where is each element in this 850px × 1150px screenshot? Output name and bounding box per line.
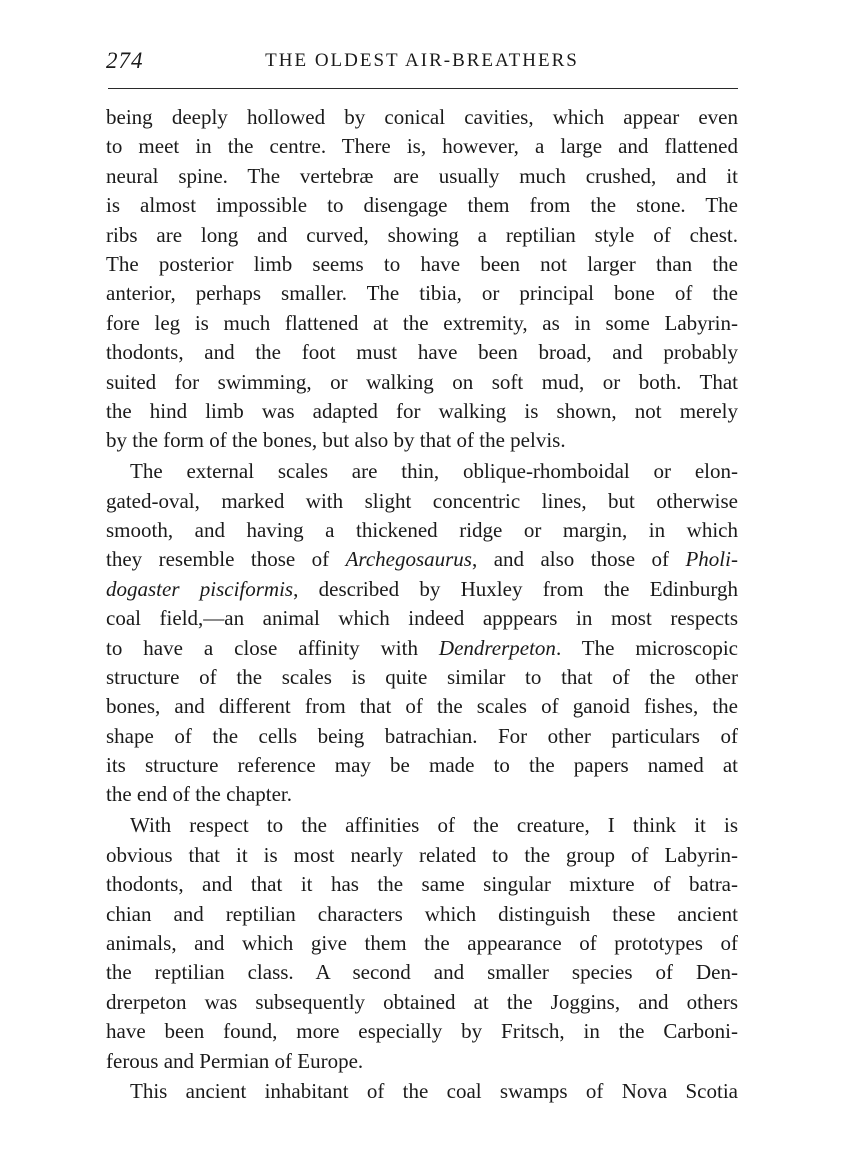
text-line: smooth, and having a thickened ridge or margin, in which bbox=[106, 517, 738, 542]
text-line: thodonts, and the foot must have been broad, and probably bbox=[106, 340, 738, 365]
text-line: This ancient inhabitant of the coal swamps of Nova Scotia bbox=[130, 1079, 738, 1104]
text-line: the end of the chapter. bbox=[106, 782, 293, 807]
text-line: fore leg is much flattened at the extremity, as in some Labyrin- bbox=[106, 310, 738, 335]
text-line: chian and reptilian characters which distinguish these ancient bbox=[106, 901, 738, 926]
text-line: obvious that it is most nearly related to the group of Labyrin- bbox=[106, 842, 738, 867]
text-line: bones, and different from that of the scales of ganoid fishes, the bbox=[106, 694, 738, 719]
running-head: THE OLDEST AIR-BREATHERS bbox=[265, 50, 579, 71]
text-line: anterior, perhaps smaller. The tibia, or principal bone of the bbox=[106, 281, 738, 306]
text-line: shape of the cells being batrachian. For other particulars of bbox=[106, 723, 738, 748]
text-line: have been found, more especially by Fritsch, in the Carboni- bbox=[106, 1019, 738, 1044]
text-line: the reptilian class. A second and smaller species of Den- bbox=[106, 960, 738, 985]
text-line: coal field,—an animal which indeed apppears in most respects bbox=[106, 606, 738, 631]
text-line bbox=[106, 634, 738, 663]
text-line: is almost impossible to disengage them from the stone. The bbox=[106, 193, 738, 218]
text-line bbox=[106, 545, 738, 574]
header-rule bbox=[108, 88, 738, 89]
text-line: suited for swimming, or walking on soft mud, or both. That bbox=[106, 369, 738, 394]
body-text bbox=[106, 103, 738, 1107]
text-run: to have a close affinity with bbox=[106, 635, 439, 660]
page-header bbox=[104, 46, 740, 78]
text-line bbox=[106, 575, 738, 604]
text-line: The posterior limb seems to have been not larger than the bbox=[106, 251, 738, 276]
text-line: With respect to the affinities of the creature, I think it is bbox=[130, 813, 738, 838]
text-line: neural spine. The vertebræ are usually much crushed, and it bbox=[106, 163, 738, 188]
text-line: its structure reference may be made to the papers named at bbox=[106, 753, 738, 778]
paragraph bbox=[106, 457, 738, 810]
text-line: structure of the scales is quite similar to that of the other bbox=[106, 664, 738, 689]
text-run: , and also those of bbox=[471, 547, 686, 572]
italic-term: Pholi- bbox=[685, 547, 738, 572]
paragraph bbox=[106, 811, 738, 1076]
text-run: . The microscopic bbox=[555, 635, 738, 660]
text-line: thodonts, and that it has the same singular mixture of batra- bbox=[106, 872, 738, 897]
text-line: to meet in the centre. There is, however, a large and flattened bbox=[106, 134, 738, 159]
paragraph bbox=[106, 103, 738, 456]
paragraph bbox=[106, 1077, 738, 1106]
text-line: animals, and which give them the appearance of prototypes of bbox=[106, 930, 738, 955]
text-line: drerpeton was subsequently obtained at the Joggins, and others bbox=[106, 989, 738, 1014]
text-line: gated-oval, marked with slight concentric lines, but otherwise bbox=[106, 488, 738, 513]
text-line: The external scales are thin, oblique-rhomboidal or elon- bbox=[130, 459, 738, 484]
italic-term: dogaster pisciformis bbox=[106, 576, 294, 601]
italic-term: Archegosaurus bbox=[345, 547, 472, 572]
text-line: the hind limb was adapted for walking is shown, not merely bbox=[106, 398, 738, 423]
italic-term: Dendrerpeton bbox=[438, 635, 556, 660]
text-run: they resemble those of bbox=[106, 547, 346, 572]
text-line: by the form of the bones, but also by that of the pelvis. bbox=[106, 428, 566, 453]
page-number: 274 bbox=[106, 48, 144, 73]
text-line: being deeply hollowed by conical cavities, which appear even bbox=[106, 105, 738, 129]
text-line: ribs are long and curved, showing a reptilian style of chest. bbox=[106, 222, 738, 247]
text-run: , described by Huxley from the Edinburgh bbox=[293, 576, 738, 601]
text-line: ferous and Permian of Europe. bbox=[106, 1048, 364, 1073]
